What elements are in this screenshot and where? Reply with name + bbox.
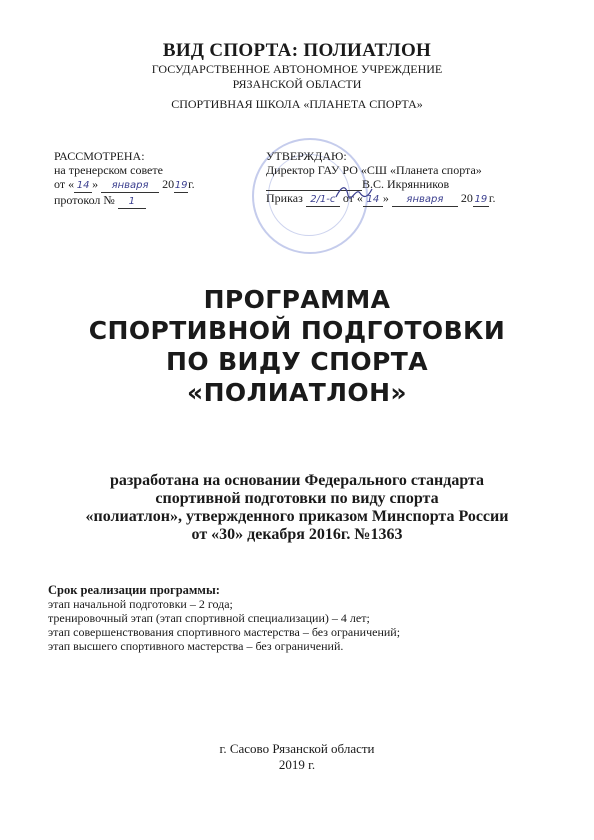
approved-block bbox=[266, 149, 566, 207]
protocol-number: 1 bbox=[118, 196, 146, 209]
period-item: этап совершенствования спортивного мастерства – без ограничений; bbox=[48, 625, 401, 639]
org-name-line-3: СПОРТИВНАЯ ШКОЛА «ПЛАНЕТА СПОРТА» bbox=[171, 97, 423, 111]
org-name-line-1: ГОСУДАРСТВЕННОЕ АВТОНОМНОЕ УЧРЕЖДЕНИЕ bbox=[151, 62, 443, 76]
program-title-line-2: СПОРТИВНОЙ ПОДГОТОВКИ bbox=[88, 316, 506, 345]
considered-year: 19 bbox=[174, 180, 188, 191]
basis-line-1: разработана на основании Федерального стандарта bbox=[109, 472, 485, 489]
considered-line: на тренерском совете bbox=[54, 163, 163, 177]
footer-year: 2019 г. bbox=[278, 757, 316, 772]
considered-protocol: протокол № 1 bbox=[54, 193, 244, 209]
basis-line-4: от «30» декабря 2016г. №1363 bbox=[191, 526, 403, 543]
footer bbox=[0, 741, 594, 773]
approved-order: Приказ 2/1-с от « 14 » января 20 19 г. bbox=[266, 191, 496, 205]
org-name-line-2: РЯЗАНСКОЙ ОБЛАСТИ bbox=[232, 77, 362, 91]
considered-block bbox=[54, 149, 244, 209]
considered-date: от « 14 » января 2019г. bbox=[54, 177, 195, 191]
basis-statement bbox=[0, 472, 594, 544]
program-title bbox=[0, 284, 594, 408]
program-title-line-1: ПРОГРАММА bbox=[203, 285, 391, 314]
approved-month: января bbox=[392, 194, 458, 207]
period-heading: Срок реализации программы: bbox=[48, 583, 220, 597]
approved-title: УТВЕРЖДАЮ: bbox=[266, 149, 347, 163]
approved-line: Директор ГАУ РО «СШ «Планета спорта» bbox=[266, 163, 482, 177]
approved-signatory: В.С. Икрянников bbox=[266, 177, 566, 191]
implementation-period bbox=[48, 583, 568, 653]
considered-title: РАССМОТРЕНА: bbox=[54, 149, 145, 163]
basis-line-2: спортивной подготовки по виду спорта bbox=[155, 490, 439, 507]
approved-day: 14 bbox=[363, 194, 383, 207]
period-item: этап начальной подготовки – 2 года; bbox=[48, 597, 233, 611]
considered-day: 14 bbox=[74, 180, 92, 193]
order-number: 2/1-с bbox=[306, 194, 340, 207]
handwritten-signature bbox=[334, 183, 374, 201]
sport-title: ВИД СПОРТА: ПОЛИАТЛОН bbox=[162, 40, 432, 61]
program-title-line-4: «ПОЛИАТЛОН» bbox=[187, 378, 407, 407]
considered-month: января bbox=[101, 180, 159, 193]
period-item: этап высшего спортивного мастерства – без ограничений. bbox=[48, 639, 344, 653]
program-title-line-3: ПО ВИДУ СПОРТА bbox=[166, 347, 428, 376]
approved-year: 19 bbox=[474, 194, 488, 205]
footer-city: г. Сасово Рязанской области bbox=[219, 741, 375, 756]
period-item: тренировочный этап (этап спортивной специализации) – 4 лет; bbox=[48, 611, 370, 625]
basis-line-3: «полиатлон», утвержденного приказом Минспорта России bbox=[85, 508, 509, 525]
